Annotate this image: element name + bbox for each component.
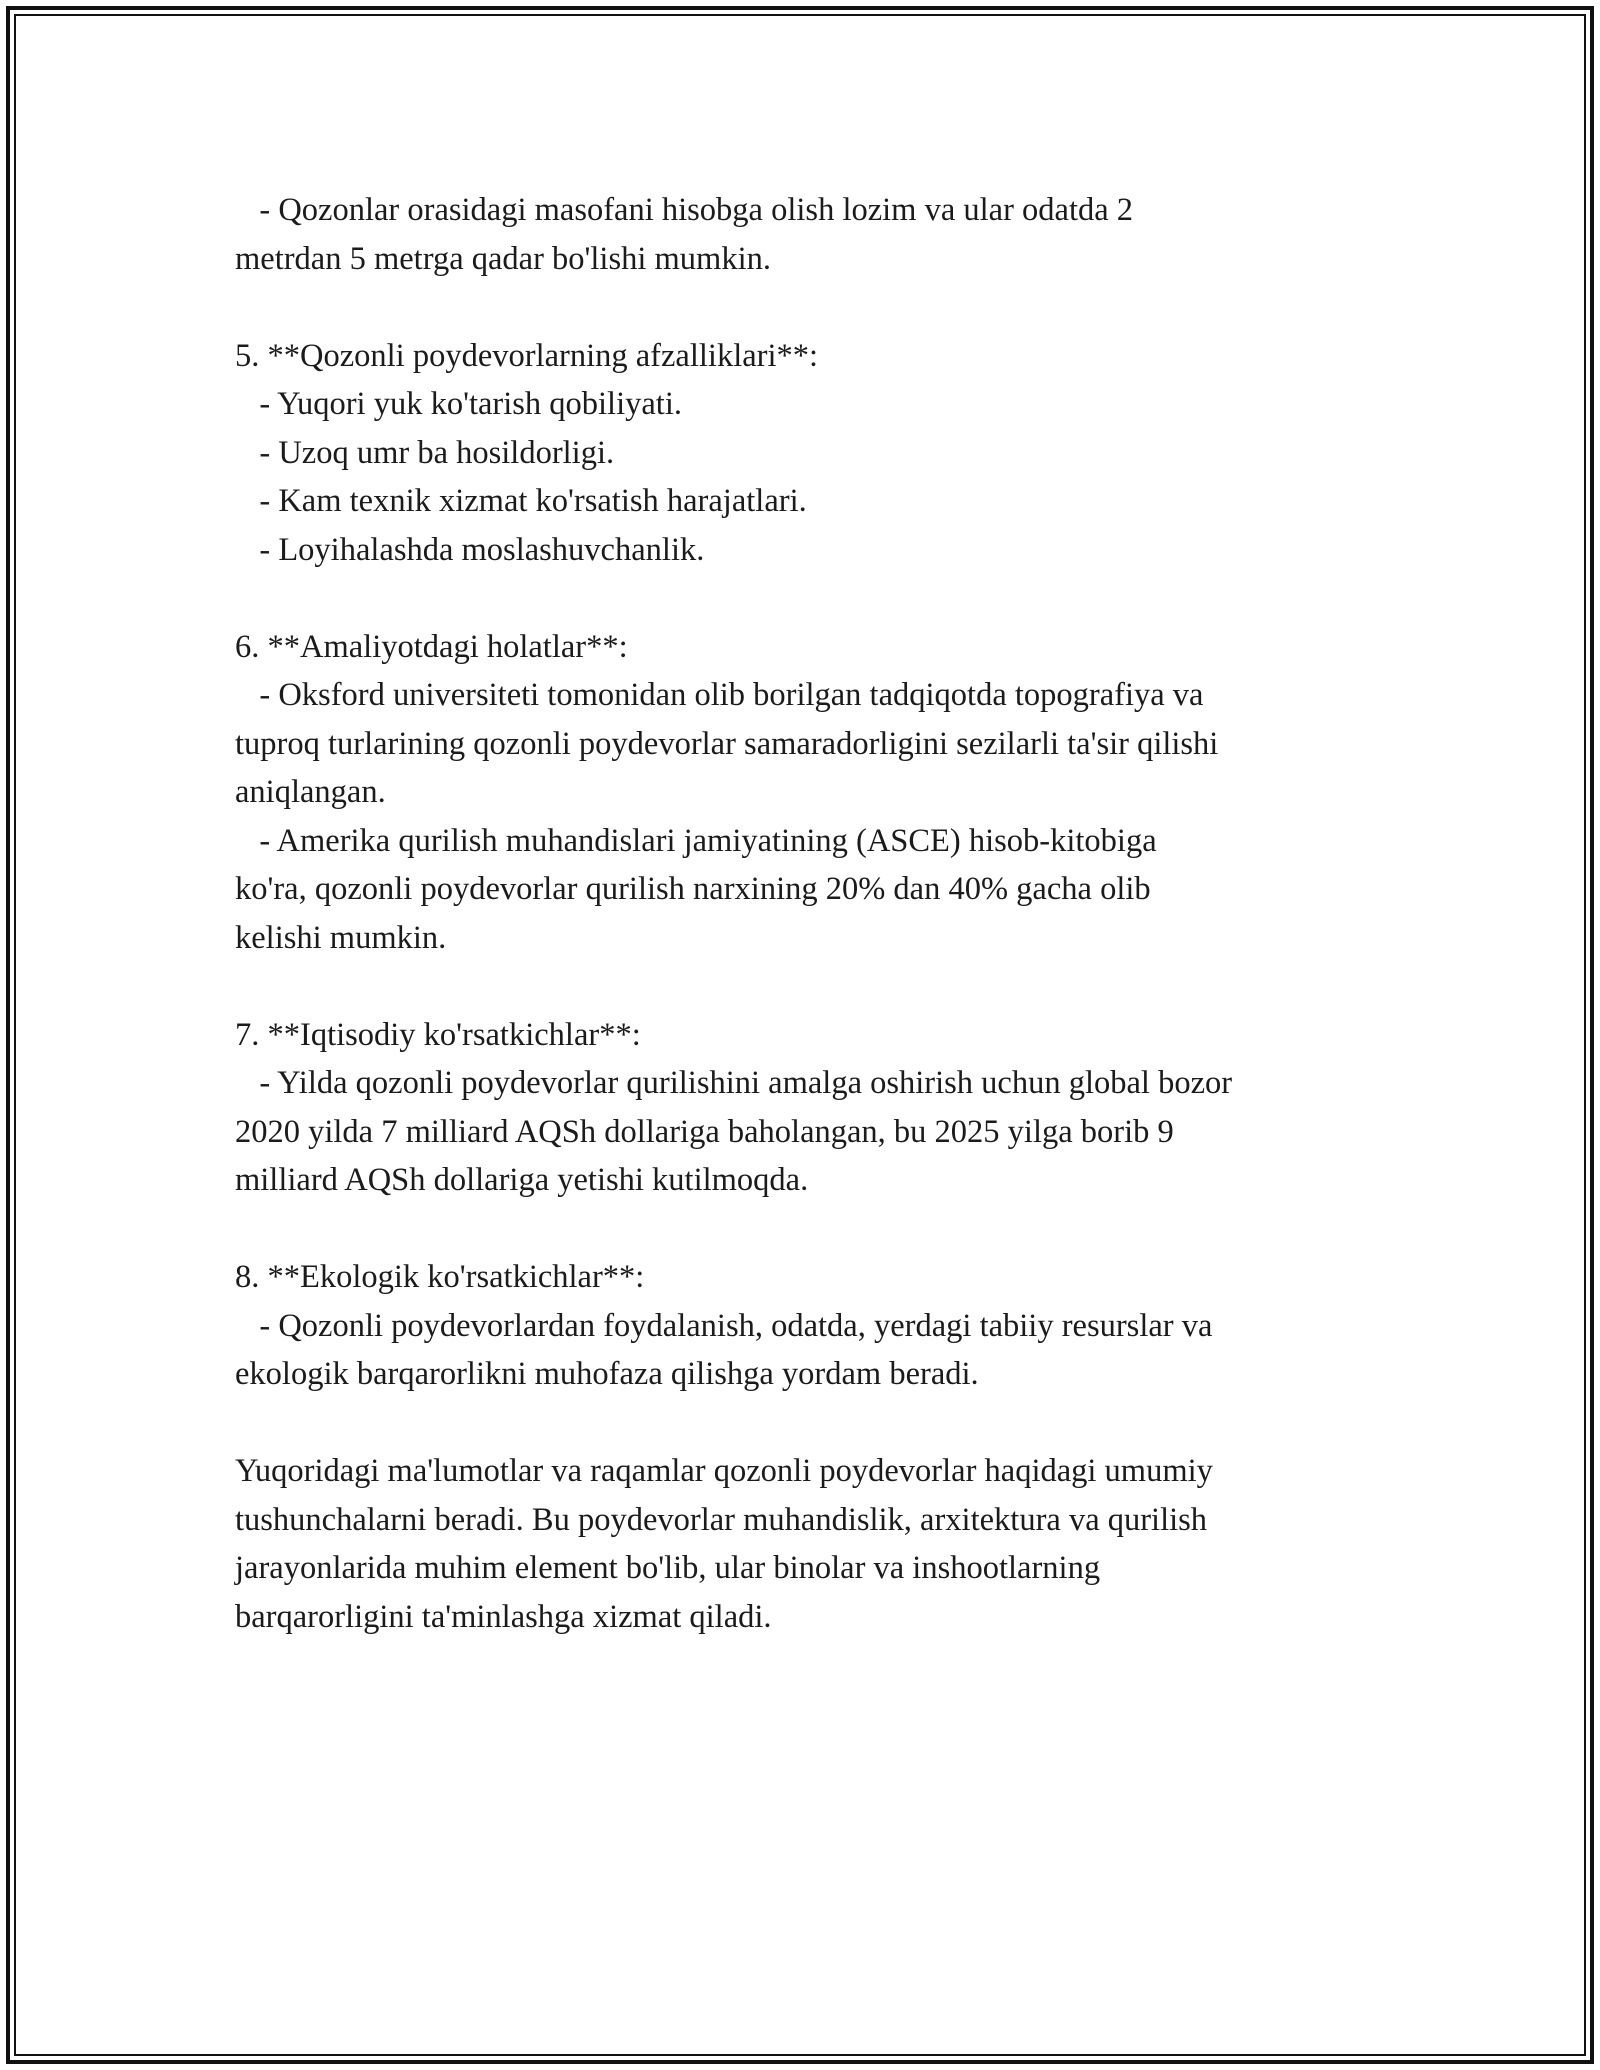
section-6-practice: [235, 623, 1385, 963]
text-line: - Qozonlar orasidagi masofani hisobga olish lozim va ular odatda 2: [235, 192, 1134, 228]
text-line: - Amerika qurilish muhandislari jamiyatining (ASCE) hisob-kitobiga: [235, 822, 1157, 859]
section-5-advantages: [235, 332, 1385, 575]
text-line: - Yilda qozonli poydevorlar qurilishini amalga oshirish uchun global bozor: [235, 1065, 1233, 1101]
text-line: milliard AQSh dollariga yetishi kutilmoqda.: [235, 1162, 809, 1198]
document-body: [235, 186, 1385, 1690]
section-heading: 8. **Ekologik ko'rsatkichlar**:: [235, 1259, 645, 1295]
text-line: kelishi mumkin.: [235, 919, 447, 956]
list-item: - Kam texnik xizmat ko'rsatish harajatlari.: [235, 483, 807, 519]
text-line: barqarorligini ta'minlashga xizmat qiladi.: [235, 1598, 772, 1635]
section-heading: 5. **Qozonli poydevorlarning afzalliklari**:: [235, 337, 819, 374]
text-line: tushunchalarni beradi. Bu poydevorlar muhandislik, arxitektura va qurilish: [235, 1501, 1208, 1538]
text-line: aniqlangan.: [235, 774, 386, 810]
text-line: 2020 yilda 7 milliard AQSh dollariga baholangan, bu 2025 yilga borib 9: [235, 1113, 1174, 1150]
section-7-economics: [235, 1011, 1385, 1205]
text-line: metrdan 5 metrga qadar bo'lishi mumkin.: [235, 240, 771, 277]
list-item: - Uzoq umr ba hosildorligi.: [235, 434, 615, 471]
conclusion-paragraph: [235, 1447, 1385, 1641]
section-8-ecology: [235, 1253, 1385, 1399]
paragraph-spacing-note: [235, 186, 1385, 283]
text-line: ekologik barqarorlikni muhofaza qilishga yordam beradi.: [235, 1356, 979, 1392]
section-heading: 6. **Amaliyotdagi holatlar**:: [235, 628, 628, 665]
list-item: - Yuqori yuk ko'tarish qobiliyati.: [235, 386, 682, 422]
text-line: jarayonlarida muhim element bo'lib, ular binolar va inshootlarning: [235, 1550, 1101, 1586]
text-line: - Qozonli poydevorlardan foydalanish, odatda, yerdagi tabiiy resurslar va: [235, 1307, 1213, 1344]
section-heading: 7. **Iqtisodiy ko'rsatkichlar**:: [235, 1016, 641, 1053]
text-line: Yuqoridagi ma'lumotlar va raqamlar qozonli poydevorlar haqidagi umumiy: [235, 1453, 1213, 1489]
text-line: ko'ra, qozonli poydevorlar qurilish narxining 20% dan 40% gacha olib: [235, 871, 1151, 907]
text-line: tuproq turlarining qozonli poydevorlar samaradorligini sezilarli ta'sir qilishi: [235, 725, 1219, 762]
list-item: - Loyihalashda moslashuvchanlik.: [235, 531, 705, 568]
text-line: - Oksford universiteti tomonidan olib borilgan tadqiqotda topografiya va: [235, 677, 1204, 713]
